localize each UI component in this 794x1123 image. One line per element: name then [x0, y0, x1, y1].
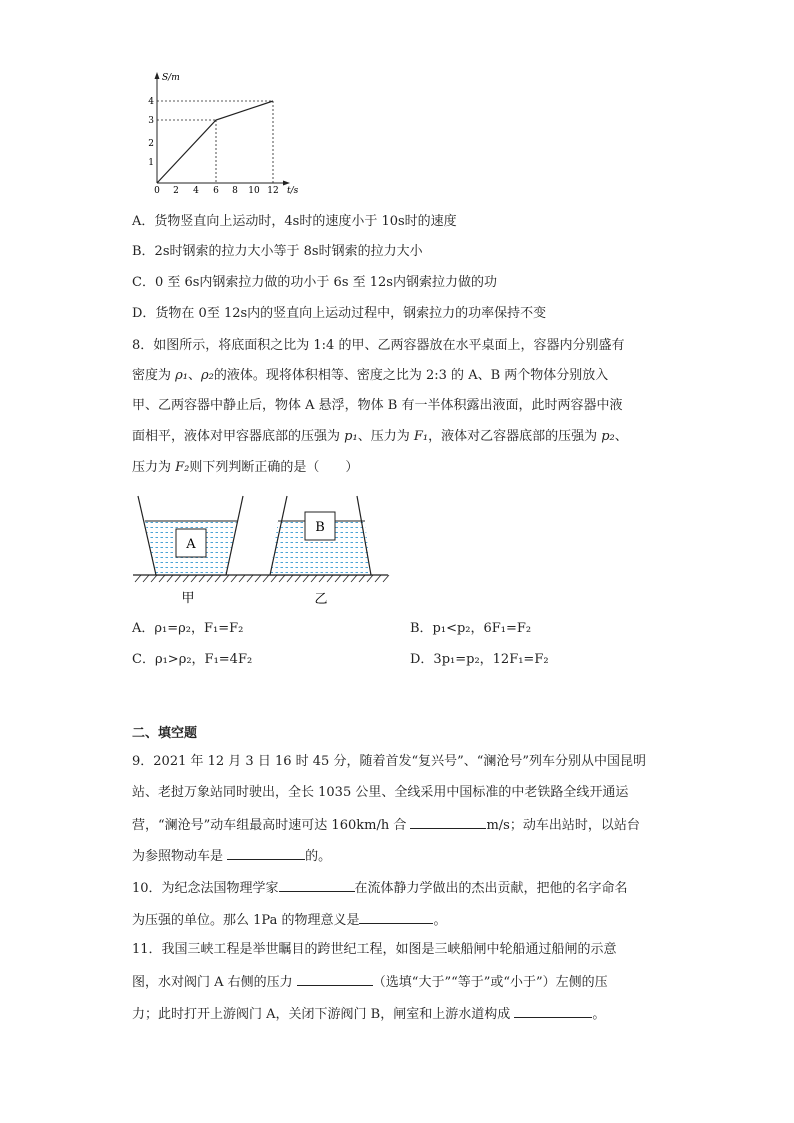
q8-option-c: C．ρ₁>ρ₂，F₁=4F₂: [132, 652, 253, 667]
q8-text: 面相平，液体对甲容器底部的压强为: [132, 429, 345, 444]
answer-blank[interactable]: [359, 909, 433, 924]
answer-blank[interactable]: [279, 877, 355, 892]
q10-text: 为压强的单位。那么 1Pa 的物理意义是: [132, 913, 360, 928]
x-tick-6: 6: [213, 186, 219, 195]
x-tick-12: 12: [267, 186, 279, 195]
q8-line-4: [132, 427, 628, 447]
x-tick-10: 10: [248, 186, 260, 195]
x-axis-arrow: [283, 181, 290, 186]
F1: F₁: [413, 429, 429, 444]
block-b-label: B: [315, 520, 325, 535]
q9-text: 的。: [305, 849, 332, 864]
x-axis-label: t/s: [287, 186, 299, 195]
answer-blank[interactable]: [514, 1003, 592, 1018]
q8-line-1: 8．如图所示，将底面积之比为 1:4 的甲、乙两容器放在水平桌面上，容器内分别盛有: [132, 338, 625, 353]
rho1: ρ₁: [175, 368, 188, 383]
rho2: ρ₂: [201, 368, 214, 383]
x-tick-labels: [154, 186, 279, 195]
y-tick-4: 4: [148, 97, 154, 107]
section-title: 二、填空题: [132, 726, 198, 741]
q8-line-2: [132, 366, 608, 386]
s-t-graph: [140, 70, 310, 195]
q8-text: 则下列判断正确的是（ ）: [189, 460, 359, 475]
s-t-line: [157, 101, 273, 183]
y-axis-arrow: [155, 72, 160, 79]
y-tick-labels: [148, 97, 154, 168]
y-tick-3: 3: [148, 116, 154, 126]
q10-text: 在流体静力学做出的杰出贡献，把他的名字命名: [354, 881, 628, 896]
q8-text: ，液体对乙容器底部的压强为: [428, 429, 602, 444]
q11-line-1: 11．我国三峡工程是举世瞩目的跨世纪工程，如图是三峡船闸中轮船通过船闸的示意: [132, 942, 617, 957]
q7-option-c: C．0 至 6s内钢索拉力做的功小于 6s 至 12s内钢索拉力做的功: [132, 275, 497, 290]
q8-text: 、压力为: [357, 429, 414, 444]
q7-option-b: B．2s时钢索的拉力大小等于 8s时钢索的拉力大小: [132, 244, 423, 259]
q7-option-d: D．货物在 0至 12s内的竖直向上运动过程中，钢索拉力的功率保持不变: [132, 306, 547, 321]
q9-text: 营，“澜沧号”动车组最高时速可达 160km/h 合: [132, 818, 411, 833]
x-tick-0: 0: [154, 186, 160, 195]
q11-text: 图，水对阀门 A 右侧的压力: [132, 975, 297, 990]
F2: F₂: [175, 460, 190, 475]
answer-blank[interactable]: [410, 814, 486, 829]
p1: p₁: [344, 429, 358, 444]
q10-text: 10．为纪念法国物理学家: [132, 881, 279, 896]
q11-line-2: [132, 971, 608, 993]
q9-text: 为参照物动车是: [132, 849, 228, 864]
q8-line-5: [132, 458, 358, 478]
x-tick-4: 4: [193, 186, 199, 195]
q8-option-a: A．ρ₁=ρ₂，F₁=F₂: [132, 621, 244, 636]
q8-text: 压力为: [132, 460, 176, 475]
block-a-label: A: [186, 537, 196, 552]
q9-line-4: [132, 845, 331, 867]
x-tick-2: 2: [173, 186, 179, 195]
q9-line-2: 站、老挝万象站同时驶出，全长 1035 公里、全线采用中国标准的中老铁路全线开通运: [132, 785, 629, 800]
q10-text: 。: [433, 913, 447, 928]
y-axis-label: S/m: [162, 73, 180, 83]
ground-hatching: [135, 575, 389, 582]
q11-text: 力；此时打开上游阀门 A，关闭下游阀门 B，闸室和上游水道构成: [132, 1007, 515, 1022]
q8-text: 、: [614, 429, 628, 444]
containers-figure: [130, 490, 395, 612]
label-jia: 甲: [181, 591, 195, 606]
q10-line-2: [132, 909, 446, 931]
q7-option-a: A．货物竖直向上运动时，4s时的速度小于 10s时的速度: [132, 214, 457, 229]
p2: p₂: [601, 429, 615, 444]
q10-line-1: [132, 877, 628, 899]
q9-line-3: [132, 814, 640, 836]
y-tick-2: 2: [148, 139, 154, 149]
q11-text: （选填“大于”“等于”或“小于”）左侧的压: [372, 975, 608, 990]
label-yi: 乙: [314, 592, 328, 607]
q8-option-d: D．3p₁=p₂，12F₁=F₂: [410, 652, 549, 667]
q8-line-3: 甲、乙两容器中静止后，物体 A 悬浮，物体 B 有一半体积露出液面，此时两容器中液: [132, 398, 623, 413]
q11-line-3: [132, 1003, 605, 1025]
answer-blank[interactable]: [297, 971, 373, 986]
q8-text: 的液体。现将体积相等、密度之比为 2:3 的 A、B 两个物体分别放入: [213, 368, 609, 383]
q8-option-b: B．p₁<p₂，6F₁=F₂: [410, 621, 532, 636]
answer-blank[interactable]: [227, 845, 305, 860]
y-tick-1: 1: [148, 158, 154, 168]
q8-text: 、: [188, 368, 202, 383]
q9-text: m/s；动车出站时，以站台: [486, 818, 640, 833]
q9-line-1: 9．2021 年 12 月 3 日 16 时 45 分，随着首发“复兴号”、“澜沧号”列车分别从中国昆明: [132, 754, 647, 769]
x-tick-8: 8: [232, 186, 238, 195]
q11-text: 。: [592, 1007, 606, 1022]
q8-text: 密度为: [132, 368, 176, 383]
